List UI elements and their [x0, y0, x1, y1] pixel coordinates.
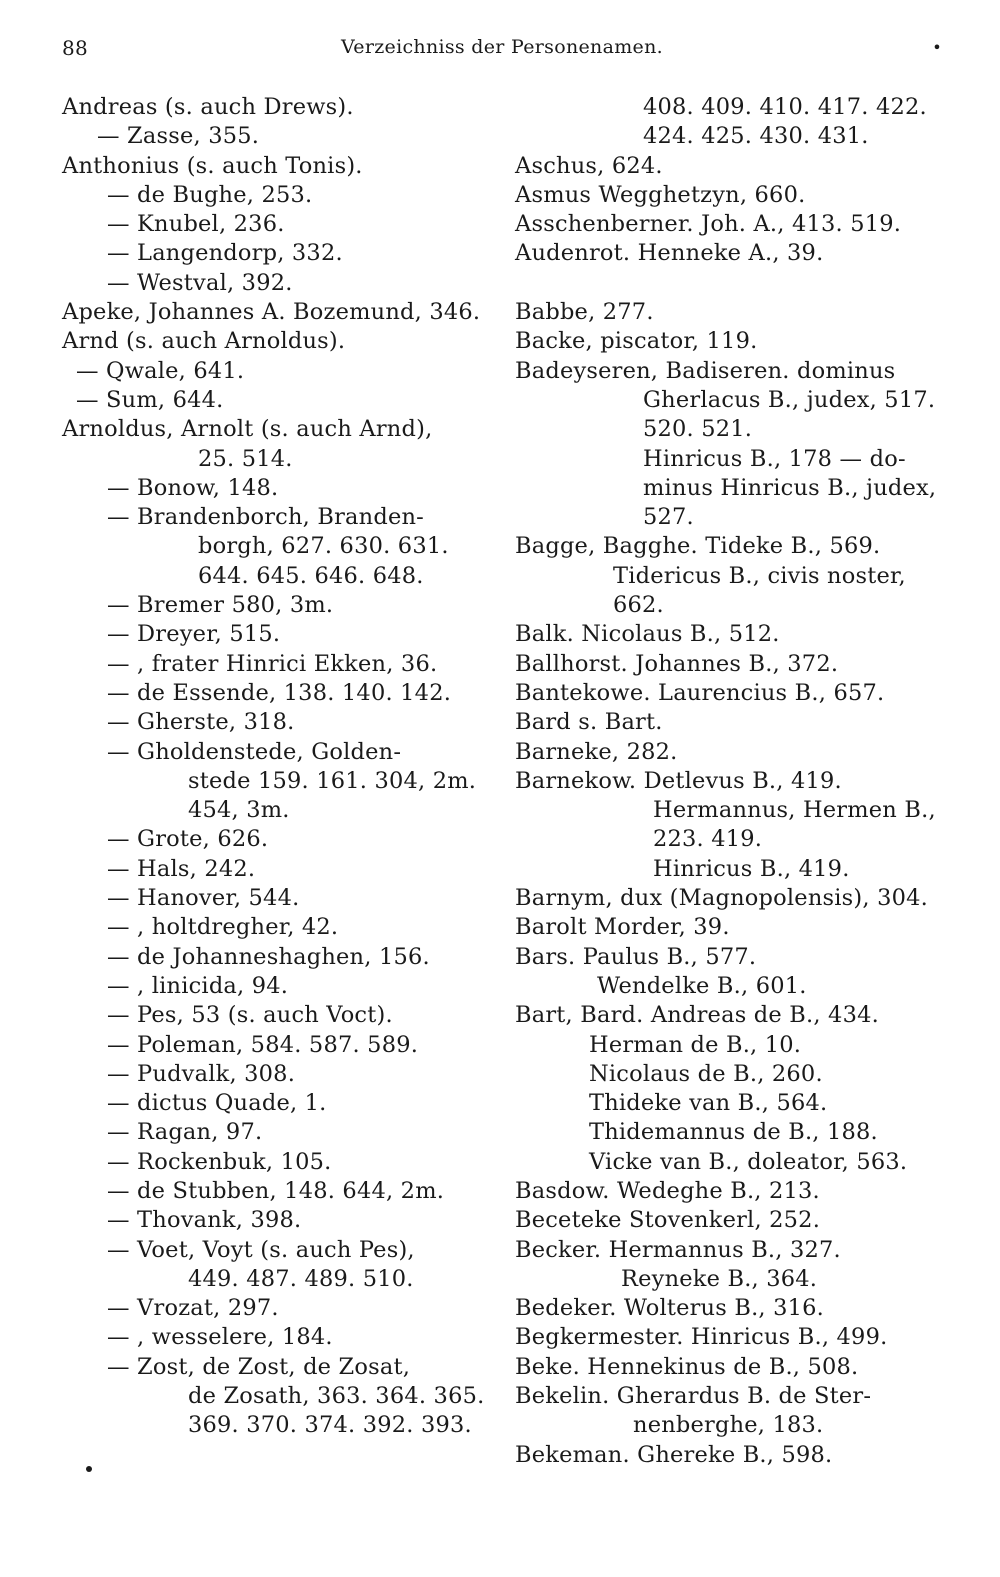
left-index-entry: — Bremer 580, 3m. [107, 592, 334, 619]
right-index-entry: Beke. Hennekinus de B., 508. [515, 1353, 859, 1380]
right-index-entry: Begkermester. Hinricus B., 499. [515, 1324, 888, 1351]
left-index-entry: — , holtdregher, 42. [107, 914, 339, 941]
right-index-entry: Backe, piscator, 119. [515, 328, 758, 355]
right-index-entry: Babbe, 277. [515, 299, 654, 326]
left-index-entry: — Voet, Voyt (s. auch Pes), [107, 1236, 415, 1263]
page-number: 88 [62, 36, 89, 60]
left-index-entry: 644. 645. 646. 648. [198, 562, 424, 589]
right-index-entry: Beceteke Stovenkerl, 252. [515, 1207, 821, 1234]
ink-dot [86, 1466, 92, 1472]
right-index-entry: Bekelin. Gherardus B. de Ster- [515, 1383, 872, 1410]
left-index-entry: de Zosath, 363. 364. 365. [188, 1383, 485, 1410]
right-index-entry: 527. [643, 504, 694, 531]
right-index-entry: Vicke van B., doleator, 563. [589, 1148, 908, 1175]
left-index-entry: — , linicida, 94. [107, 972, 289, 999]
page-header [62, 36, 942, 66]
right-index-entry: Thideke van B., 564. [589, 1090, 828, 1117]
right-index-entry: Hermannus, Hermen B., [653, 797, 936, 824]
left-index-entry: — Hanover, 544. [107, 885, 300, 912]
left-index-entry: — , frater Hinrici Ekken, 36. [107, 650, 438, 677]
right-index-entry: Bart, Bard. Andreas de B., 434. [515, 1002, 879, 1029]
right-index-entry: 223. 419. [653, 826, 763, 853]
left-index-entry: Anthonius (s. auch Tonis). [62, 152, 363, 179]
left-index-entry: — de Johanneshaghen, 156. [107, 943, 430, 970]
right-index-entry: Bedeker. Wolterus B., 316. [515, 1295, 825, 1322]
right-index-entry: Wendelke B., 601. [597, 972, 807, 999]
right-index-entry: Nicolaus de B., 260. [589, 1060, 823, 1087]
page-title: Verzeichniss der Personenamen. [341, 36, 663, 58]
left-index-entry: — dictus Quade, 1. [107, 1090, 327, 1117]
right-index-entry: Audenrot. Henneke A., 39. [515, 240, 824, 267]
right-index-entry: Asschenberner. Joh. A., 413. 519. [515, 211, 902, 238]
left-index-entry: — Dreyer, 515. [107, 621, 281, 648]
left-index-entry: — Hals, 242. [107, 855, 256, 882]
left-index-entry: — Vrozat, 297. [107, 1295, 279, 1322]
left-index-entry: — Knubel, 236. [107, 211, 285, 238]
left-index-entry: — Thovank, 398. [107, 1207, 302, 1234]
right-index-entry: Hinricus B., 178 — do- [643, 445, 906, 472]
left-index-entry: 449. 487. 489. 510. [188, 1265, 414, 1292]
left-index-entry: — Rockenbuk, 105. [107, 1148, 332, 1175]
left-index-entry: — Zasse, 355. [97, 123, 260, 150]
left-index-entry: Arnoldus, Arnolt (s. auch Arnd), [62, 416, 433, 443]
header-mark: • [932, 38, 942, 57]
left-index-entry: — Zost, de Zost, de Zosat, [107, 1353, 411, 1380]
right-index-entry: Bard s. Bart. [515, 709, 663, 736]
right-index-entry: Barnym, dux (Magnopolensis), 304. [515, 885, 928, 912]
right-index-entry: 424. 425. 430. 431. [643, 123, 869, 150]
right-index-entry: 520. 521. [643, 416, 753, 443]
right-index-entry: Hinricus B., 419. [653, 855, 850, 882]
left-index-entry: Apeke, Johannes A. Bozemund, 346. [62, 299, 481, 326]
left-index-entry: Arnd (s. auch Arnoldus). [62, 328, 346, 355]
right-index-entry: Ballhorst. Johannes B., 372. [515, 650, 839, 677]
left-index-entry: — Qwale, 641. [76, 357, 245, 384]
left-index-entry: — Langendorp, 332. [107, 240, 343, 267]
right-index-entry: minus Hinricus B., judex, [643, 474, 937, 501]
left-index-entry: 454, 3m. [188, 797, 290, 824]
right-index-entry: 662. [613, 592, 664, 619]
left-index-entry: — , wesselere, 184. [107, 1324, 333, 1351]
right-index-entry [515, 269, 955, 298]
left-index-entry: — Westval, 392. [107, 269, 293, 296]
right-index-entry: Tidericus B., civis noster, [613, 562, 906, 589]
left-index-entry: — Bonow, 148. [107, 474, 279, 501]
left-index-entry: — de Bughe, 253. [107, 181, 313, 208]
left-index-entry: — Ragan, 97. [107, 1119, 263, 1146]
right-index-entry: Barolt Morder, 39. [515, 914, 730, 941]
right-index-entry: Bantekowe. Laurencius B., 657. [515, 679, 885, 706]
right-index-entry: Basdow. Wedeghe B., 213. [515, 1177, 820, 1204]
right-index-entry: Bagge, Bagghe. Tideke B., 569. [515, 533, 881, 560]
right-index-column [515, 93, 955, 1470]
left-index-entry: stede 159. 161. 304, 2m. [188, 767, 477, 794]
right-index-entry: Herman de B., 10. [589, 1031, 802, 1058]
right-index-entry: 408. 409. 410. 417. 422. [643, 94, 927, 120]
right-index-entry: Balk. Nicolaus B., 512. [515, 621, 780, 648]
left-index-entry: — de Essende, 138. 140. 142. [107, 679, 452, 706]
left-index-entry: — Pes, 53 (s. auch Voct). [107, 1002, 393, 1029]
right-index-entry: Thidemannus de B., 188. [589, 1119, 878, 1146]
right-index-entry: Badeyseren, Badiseren. dominus [515, 357, 896, 384]
left-index-entry: — Pudvalk, 308. [107, 1060, 296, 1087]
right-index-entry: Barneke, 282. [515, 738, 678, 765]
left-index-entry: — Brandenborch, Branden- [107, 504, 424, 531]
left-index-entry: — Poleman, 584. 587. 589. [107, 1031, 419, 1058]
left-index-column [62, 93, 492, 1441]
left-index-entry: 369. 370. 374. 392. 393. [188, 1412, 472, 1439]
right-index-entry: Asmus Wegghetzyn, 660. [515, 181, 806, 208]
left-index-entry: borgh, 627. 630. 631. [198, 533, 449, 560]
left-index-entry: — Gherste, 318. [107, 709, 295, 736]
left-index-entry: Andreas (s. auch Drews). [62, 94, 354, 120]
left-index-entry: — Sum, 644. [76, 386, 224, 413]
right-index-entry: Bars. Paulus B., 577. [515, 943, 757, 970]
right-index-entry: nenberghe, 183. [633, 1412, 824, 1439]
left-index-entry: — Grote, 626. [107, 826, 269, 853]
right-index-entry: Barnekow. Detlevus B., 419. [515, 767, 842, 794]
right-index-entry: Gherlacus B., judex, 517. [643, 386, 936, 413]
right-index-entry: Becker. Hermannus B., 327. [515, 1236, 841, 1263]
left-index-entry: — Gholdenstede, Golden- [107, 738, 402, 765]
right-index-entry: Bekeman. Ghereke B., 598. [515, 1441, 833, 1468]
right-index-entry: Aschus, 624. [515, 152, 663, 179]
left-index-entry: 25. 514. [198, 445, 293, 472]
left-index-entry: — de Stubben, 148. 644, 2m. [107, 1177, 445, 1204]
right-index-entry: Reyneke B., 364. [621, 1265, 818, 1292]
